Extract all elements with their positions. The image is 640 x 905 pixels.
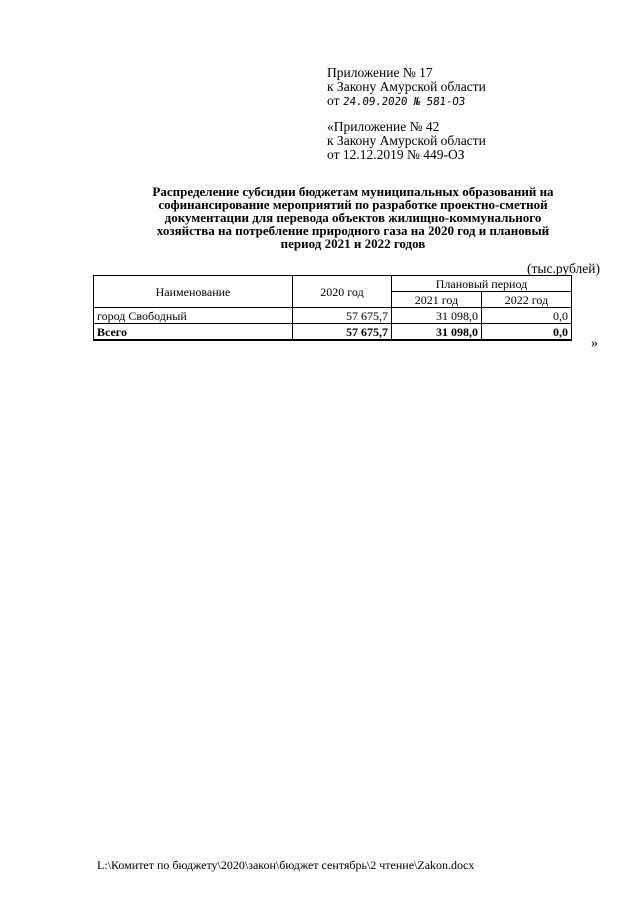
row-2020: 57 675,7 [293, 308, 392, 324]
table-total-row [94, 324, 572, 341]
title-line: хозяйства на потребление природного газа на 2020 год и плановый [156, 223, 550, 238]
closing-quote: » [591, 336, 598, 351]
subsidy-table [93, 275, 572, 341]
annex-date-line [327, 94, 486, 109]
row-name: город Свободный [94, 308, 293, 324]
header-2020: 2020 год [293, 276, 392, 308]
handwritten-date-number: 24.09.2020 № 581-ОЗ [342, 95, 466, 108]
annex-header [327, 66, 486, 109]
total-name: Всего [94, 324, 293, 341]
previous-annex-date: от 12.12.2019 № 449-ОЗ [327, 147, 465, 162]
header-name: Наименование [94, 276, 293, 308]
annex-law: к Закону Амурской области [327, 79, 486, 94]
title-line: документации для перевода объектов жилищно-коммунального [164, 210, 542, 225]
total-2022: 0,0 [482, 324, 572, 341]
annex-date-prefix: от [327, 93, 340, 108]
previous-annex-law: к Закону Амурской области [327, 133, 486, 148]
row-2021: 31 098,0 [392, 308, 482, 324]
title-line: период 2021 и 2022 годов [280, 236, 426, 251]
footer-file-path: L:\Комитет по бюджету\2020\закон\бюджет сентябрь\2 чтение\Zakon.docx [97, 858, 475, 872]
table-row [94, 308, 572, 324]
unit-label: (тыс.рублей) [527, 261, 600, 276]
table-header-row [94, 276, 572, 292]
total-2020: 57 675,7 [293, 324, 392, 341]
previous-annex-number: «Приложение № 42 [327, 119, 440, 134]
title-line: Распределение субсидии бюджетам муниципальных образований на [152, 184, 554, 199]
header-2021: 2021 год [392, 292, 482, 308]
title-line: софинансирование мероприятий по разработке проектно-сметной [158, 197, 548, 212]
annex-number: Приложение № 17 [327, 65, 433, 80]
document-title [90, 185, 616, 250]
total-2021: 31 098,0 [392, 324, 482, 341]
previous-annex-header [327, 120, 486, 162]
row-2022: 0,0 [482, 308, 572, 324]
header-planned-period: Плановый период [392, 276, 572, 292]
header-2022: 2022 год [482, 292, 572, 308]
